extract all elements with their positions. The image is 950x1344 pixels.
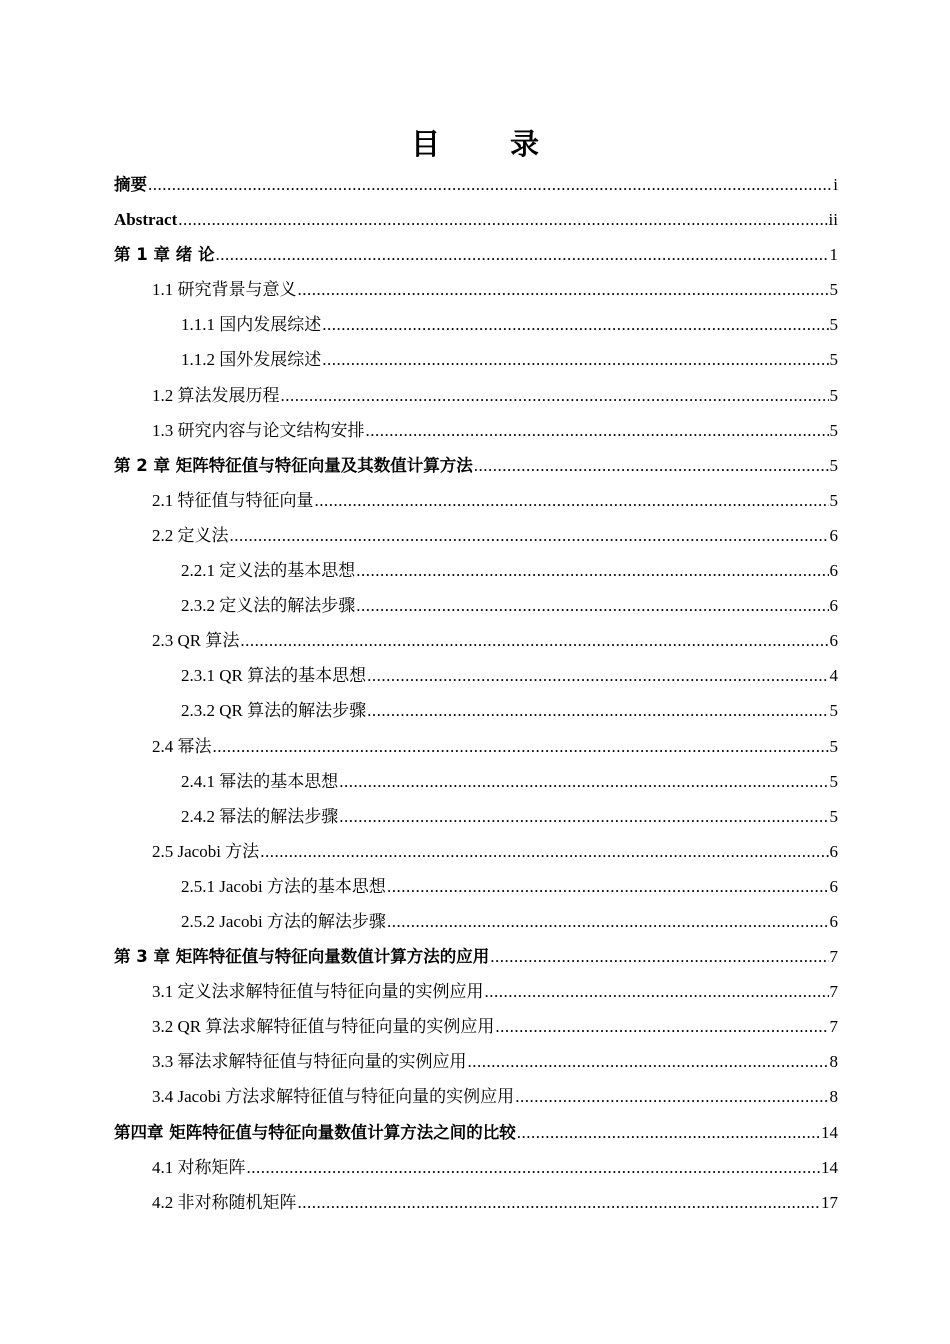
toc-leader-dots (495, 1009, 828, 1044)
toc-entry-label: 2.2.1 定义法的基本思想 (181, 561, 356, 581)
toc-leader-dots (474, 448, 829, 483)
toc-entry[interactable] (114, 729, 838, 764)
toc-entry-label: 2.3.2 QR 算法的解法步骤 (181, 701, 367, 721)
toc-entry-label: 2.5.2 Jacobi 方法的解法步骤 (181, 911, 386, 931)
toc-entry-label: 3.4 Jacobi 方法求解特征值与特征向量的实例应用 (152, 1087, 515, 1107)
toc-leader-dots (366, 413, 829, 448)
toc-entry-label: 第 1 章 绪 论 (114, 245, 215, 265)
toc-entry-page-number: 4 (829, 666, 838, 686)
toc-entry-label: 2.4 幂法 (152, 736, 212, 756)
toc-entry[interactable] (114, 272, 838, 307)
toc-entry-label: 2.1 特征值与特征向量 (152, 490, 314, 510)
toc-leader-dots (485, 974, 829, 1009)
toc-entry-label: 1.3 研究内容与论文结构安排 (152, 420, 365, 440)
table-of-contents (114, 167, 838, 1220)
toc-entry-page-number: 6 (829, 911, 838, 931)
toc-entry-label: 2.2 定义法 (152, 525, 229, 545)
toc-entry[interactable] (114, 483, 838, 518)
toc-entry-label: 第四章 矩阵特征值与特征向量数值计算方法之间的比较 (114, 1122, 516, 1142)
toc-entry-page-number: 5 (829, 385, 838, 405)
toc-entry-label: 4.2 非对称随机矩阵 (152, 1192, 297, 1212)
toc-entry-page-number: 5 (829, 280, 838, 300)
toc-entry-label: 3.3 幂法求解特征值与特征向量的实例应用 (152, 1052, 467, 1072)
toc-entry-page-number: 5 (829, 350, 838, 370)
toc-entry[interactable] (114, 623, 838, 658)
toc-entry[interactable] (114, 448, 838, 483)
toc-entry-page-number: 8 (829, 1052, 838, 1072)
toc-entry[interactable] (114, 237, 838, 272)
toc-entry-label: Abstract (114, 210, 178, 230)
toc-entry-label: 3.2 QR 算法求解特征值与特征向量的实例应用 (152, 1017, 495, 1037)
toc-leader-dots (178, 202, 827, 237)
toc-entry-page-number: 14 (821, 1157, 838, 1177)
toc-entry[interactable] (114, 1185, 838, 1220)
toc-entry-label: 2.3.2 定义法的解法步骤 (181, 596, 356, 616)
toc-entry-label: 1.1.1 国内发展综述 (181, 315, 322, 335)
toc-leader-dots (517, 1115, 820, 1150)
toc-entry-page-number: 5 (829, 736, 838, 756)
toc-entry-page-number: 17 (821, 1192, 838, 1212)
toc-entry-label: 2.4.1 幂法的基本思想 (181, 771, 339, 791)
toc-entry-page-number: 5 (829, 701, 838, 721)
toc-entry-page-number: 5 (829, 490, 838, 510)
toc-leader-dots (339, 764, 828, 799)
toc-entry[interactable] (114, 202, 838, 237)
toc-leader-dots (260, 834, 828, 869)
toc-entry-label: 2.5 Jacobi 方法 (152, 841, 260, 861)
toc-entry-page-number: 6 (829, 876, 838, 896)
toc-leader-dots (315, 483, 829, 518)
toc-entry[interactable] (114, 307, 838, 342)
toc-entry[interactable] (114, 974, 838, 1009)
toc-entry-page-number: i (833, 175, 838, 194)
toc-leader-dots (367, 658, 828, 693)
toc-entry[interactable] (114, 799, 838, 834)
toc-entry-label: 3.1 定义法求解特征值与特征向量的实例应用 (152, 982, 484, 1002)
toc-entry[interactable] (114, 904, 838, 939)
toc-entry-page-number: 5 (829, 420, 838, 440)
toc-entry-label: 2.5.1 Jacobi 方法的基本思想 (181, 876, 386, 896)
toc-entry[interactable] (114, 939, 838, 974)
toc-leader-dots (247, 1150, 821, 1185)
toc-entry-label: 2.3.1 QR 算法的基本思想 (181, 666, 367, 686)
toc-entry-page-number: 5 (829, 806, 838, 826)
toc-entry-page-number: 5 (829, 315, 838, 335)
toc-entry-page-number: 14 (821, 1122, 838, 1142)
toc-entry[interactable] (114, 764, 838, 799)
toc-entry-label: 2.3 QR 算法 (152, 631, 240, 651)
toc-entry-page-number: 8 (829, 1087, 838, 1107)
toc-leader-dots (215, 237, 828, 272)
toc-entry-page-number: 6 (829, 561, 838, 581)
toc-leader-dots (468, 1044, 829, 1079)
toc-entry[interactable] (114, 1079, 838, 1114)
toc-leader-dots (230, 518, 829, 553)
toc-leader-dots (240, 623, 828, 658)
toc-leader-dots (515, 1079, 828, 1114)
toc-entry-label: 第 3 章 矩阵特征值与特征向量数值计算方法的应用 (114, 947, 490, 967)
toc-entry-page-number: 5 (829, 455, 838, 475)
toc-leader-dots (356, 588, 828, 623)
toc-entry-label: 1.1 研究背景与意义 (152, 280, 297, 300)
toc-entry-page-number: 6 (829, 841, 838, 861)
toc-leader-dots (387, 904, 829, 939)
toc-leader-dots (356, 553, 828, 588)
toc-entry[interactable] (114, 518, 838, 553)
toc-leader-dots (148, 167, 832, 202)
toc-entry[interactable] (114, 693, 838, 728)
toc-leader-dots (339, 799, 828, 834)
toc-leader-dots (298, 272, 829, 307)
toc-entry[interactable] (114, 1009, 838, 1044)
toc-entry[interactable] (114, 834, 838, 869)
toc-entry[interactable] (114, 869, 838, 904)
toc-leader-dots (490, 939, 828, 974)
toc-entry-page-number: 7 (829, 947, 838, 967)
toc-entry-page-number: 1 (829, 245, 838, 265)
toc-entry-label: 摘要 (114, 175, 147, 194)
toc-entry-page-number: 7 (829, 982, 838, 1002)
toc-entry-label: 2.4.2 幂法的解法步骤 (181, 806, 339, 826)
toc-entry[interactable] (114, 342, 838, 377)
toc-leader-dots (298, 1185, 821, 1220)
toc-entry[interactable] (114, 413, 838, 448)
toc-entry-page-number: 6 (829, 525, 838, 545)
toc-leader-dots (387, 869, 829, 904)
toc-entry-label: 第 2 章 矩阵特征值与特征向量及其数值计算方法 (114, 455, 473, 475)
toc-entry-label: 1.2 算法发展历程 (152, 385, 280, 405)
toc-entry-page-number: 7 (829, 1017, 838, 1037)
toc-entry-page-number: 6 (829, 596, 838, 616)
toc-entry-page-number: 5 (829, 771, 838, 791)
toc-entry[interactable] (114, 378, 838, 413)
toc-entry-page-number: 6 (829, 631, 838, 651)
toc-entry[interactable] (114, 553, 838, 588)
toc-entry[interactable] (114, 658, 838, 693)
toc-entry[interactable] (114, 1150, 838, 1185)
toc-leader-dots (322, 307, 828, 342)
toc-entry[interactable] (114, 1044, 838, 1079)
toc-leader-dots (367, 693, 828, 728)
toc-entry[interactable] (114, 167, 838, 202)
toc-leader-dots (213, 729, 829, 764)
toc-entry[interactable] (114, 1115, 838, 1150)
toc-entry-page-number: ii (828, 210, 838, 230)
toc-entry-label: 4.1 对称矩阵 (152, 1157, 246, 1177)
toc-leader-dots (322, 342, 828, 377)
toc-entry[interactable] (114, 588, 838, 623)
toc-leader-dots (281, 378, 829, 413)
toc-entry-label: 1.1.2 国外发展综述 (181, 350, 322, 370)
toc-title: 目 录 (410, 127, 570, 161)
